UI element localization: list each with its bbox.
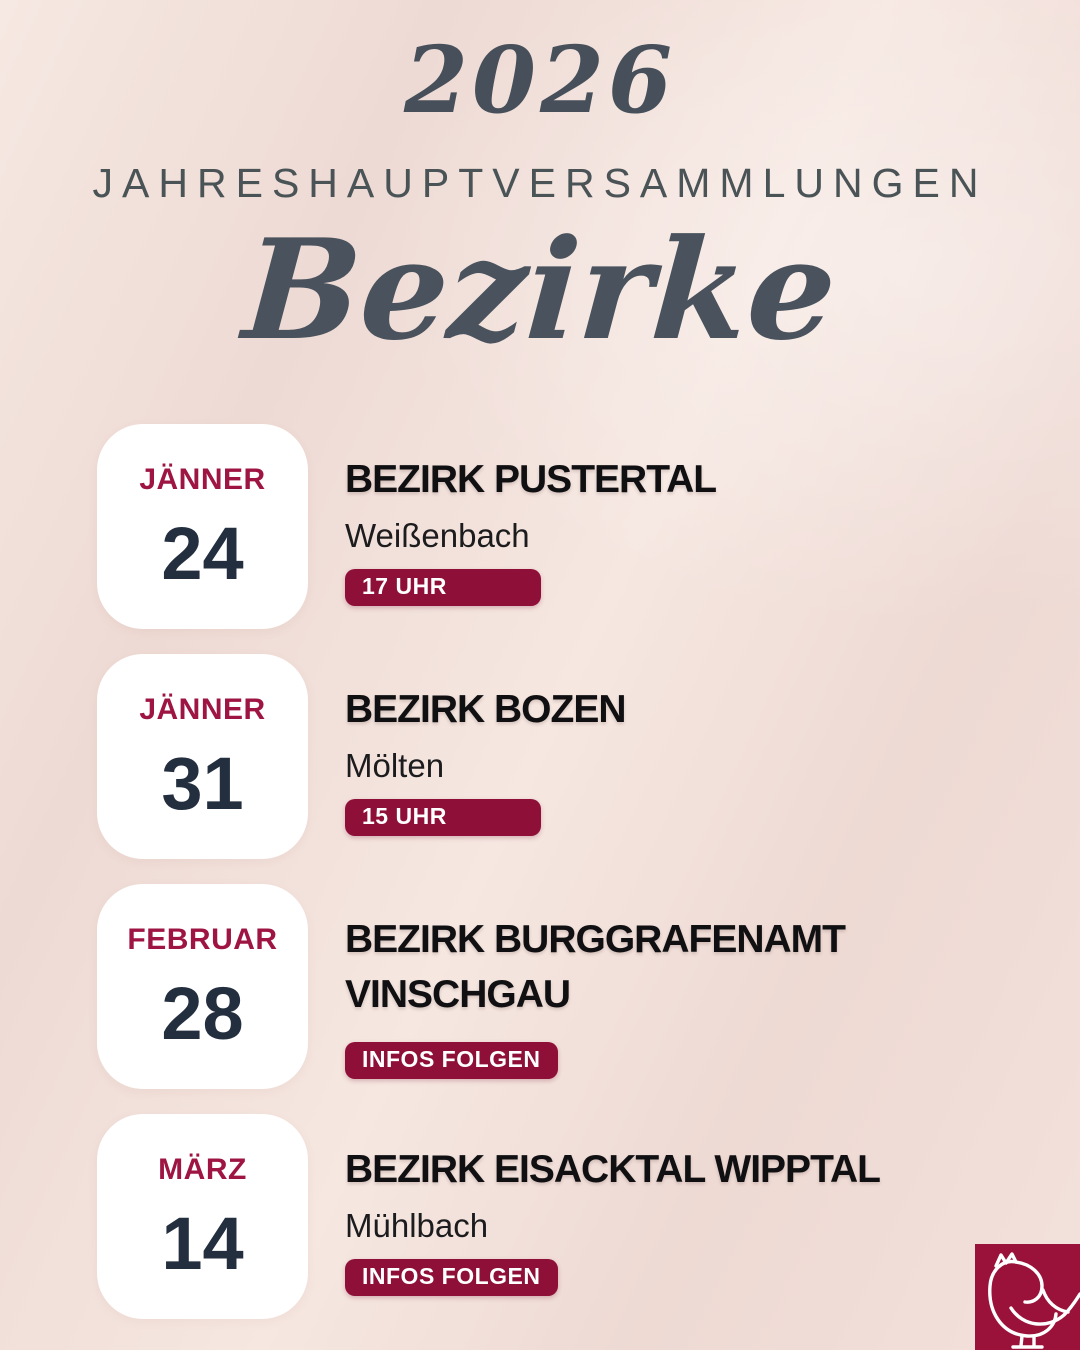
date-box bbox=[97, 424, 308, 629]
event-row bbox=[97, 654, 985, 859]
date-day: 31 bbox=[161, 742, 244, 825]
event-info bbox=[345, 884, 985, 1089]
date-box bbox=[97, 884, 308, 1089]
event-row bbox=[97, 424, 985, 629]
date-day: 28 bbox=[161, 972, 244, 1055]
date-box bbox=[97, 654, 308, 859]
year-heading: 2026 bbox=[403, 26, 677, 134]
event-time-badge: INFOS FOLGEN bbox=[345, 1259, 558, 1296]
event-info bbox=[345, 654, 985, 859]
event-time-badge: 17 UHR bbox=[345, 569, 541, 606]
event-location: Mölten bbox=[345, 747, 445, 784]
event-title: BEZIRK PUSTERTAL bbox=[345, 458, 717, 501]
logo-square bbox=[975, 1244, 1080, 1350]
event-location: Weißenbach bbox=[345, 517, 530, 554]
event-title: BEZIRK BURGGRAFENAMT VINSCHGAU bbox=[345, 918, 845, 1016]
event-time-badge: INFOS FOLGEN bbox=[345, 1042, 558, 1079]
date-month: MÄRZ bbox=[158, 1153, 247, 1186]
date-month: JÄNNER bbox=[139, 693, 266, 726]
event-info bbox=[345, 424, 985, 629]
date-day: 14 bbox=[161, 1202, 244, 1285]
event-row bbox=[97, 884, 985, 1089]
page-title: JAHRESHAUPTVERSAMMLUNGEN bbox=[92, 160, 988, 206]
event-time-badge: 15 UHR bbox=[345, 799, 541, 836]
chicken-icon bbox=[975, 1244, 1080, 1350]
page-subtitle: Bezirke bbox=[238, 208, 842, 371]
date-day: 24 bbox=[161, 512, 244, 595]
date-month: FEBRUAR bbox=[127, 923, 278, 956]
event-info bbox=[345, 1114, 985, 1319]
event-location: Mühlbach bbox=[345, 1207, 489, 1244]
event-row bbox=[97, 1114, 985, 1319]
date-month: JÄNNER bbox=[139, 463, 266, 496]
event-title: BEZIRK EISACKTAL WIPPTAL bbox=[345, 1148, 880, 1191]
event-title: BEZIRK BOZEN bbox=[345, 688, 626, 731]
date-box bbox=[97, 1114, 308, 1319]
